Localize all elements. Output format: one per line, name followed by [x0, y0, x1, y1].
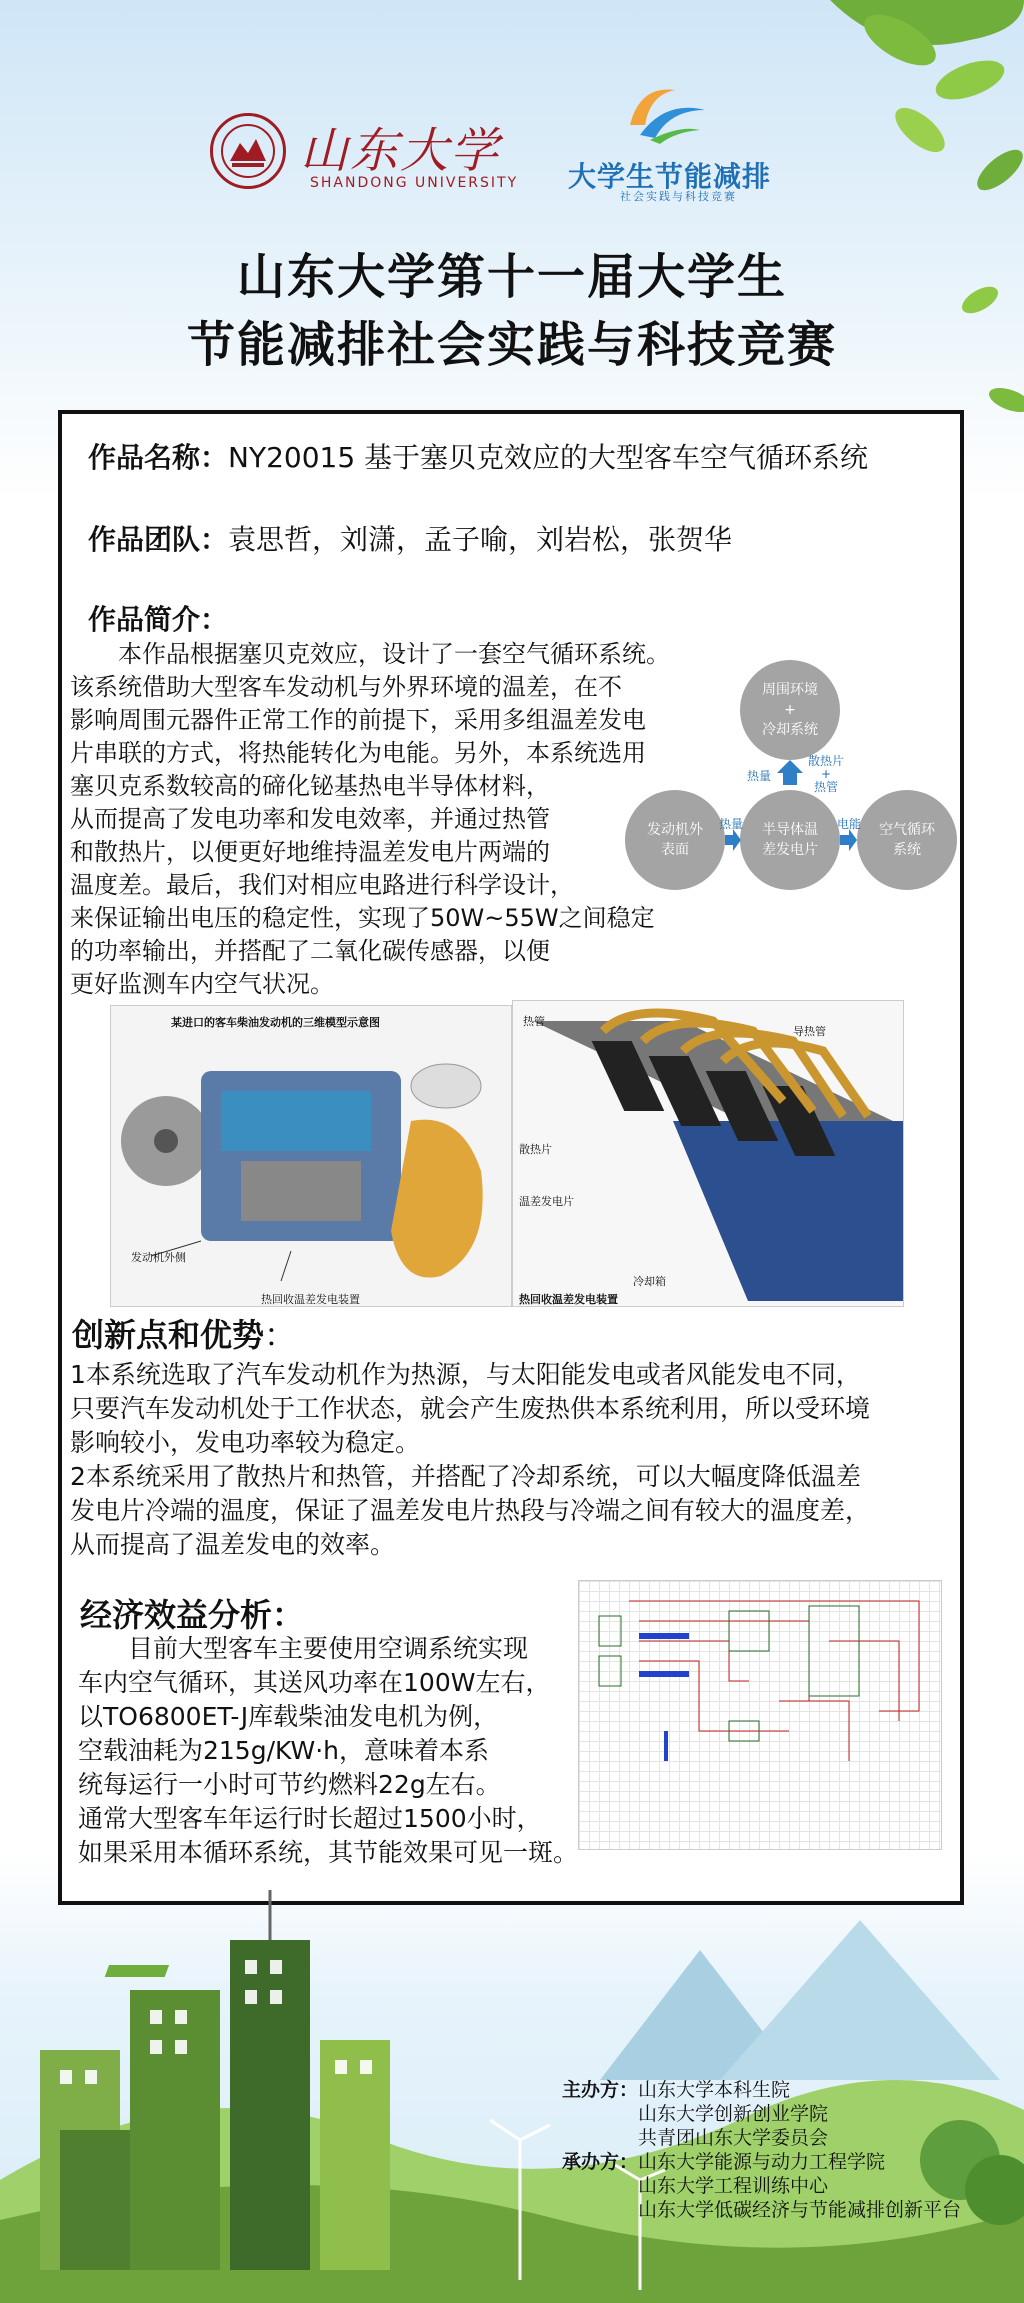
economy-line: 通常大型客车年运行时长超过1500小时， [78, 1804, 542, 1833]
arrow-label-fin: 散热片 + 热管 [808, 754, 845, 794]
economy-line: 车内空气循环，其送风功率在100W左右， [78, 1668, 551, 1697]
organizer-item: 山东大学能源与动力工程学院 [638, 2151, 886, 2173]
economy-line: 目前大型客车主要使用空调系统实现 [78, 1634, 529, 1663]
engine-label-device: 热回收温差发电装置 [261, 1293, 360, 1306]
work-team-value: 袁思哲，刘潇，孟子喻，刘岩松，张贺华 [228, 523, 733, 556]
intro-line: 影响周围元器件正常工作的前提下，采用多组温差发电 [70, 706, 646, 734]
teg-label-conduct-pipe: 导热管 [793, 1025, 826, 1038]
intro-line: 来保证输出电压的稳定性，实现了50W~55W之间稳定 [70, 904, 655, 932]
diagram-node-engine: 发动机外 表面 [625, 790, 725, 890]
host-item: 山东大学本科生院 [638, 2079, 791, 2101]
intro-line: 温度差。最后，我们对相应电路进行科学设计， [70, 871, 574, 899]
intro-line: 和散热片，以便更好地维持温差发电片两端的 [70, 838, 550, 866]
innovation-line: 只要汽车发动机处于工作状态，就会产生废热供本系统利用，所以受环境 [70, 1394, 871, 1423]
competition-logo-text: 大学生节能减排 [568, 160, 772, 193]
arrow-label-heat-in: 热量 [719, 817, 744, 831]
competition-logo-subtitle: 社会实践与科技竞赛 [620, 190, 737, 203]
intro-line: 从而提高了发电功率和发电效率，并通过热管 [70, 805, 550, 833]
circuit-schematic-figure [578, 1580, 942, 1850]
intro-line: 更好监测车内空气状况。 [70, 970, 334, 998]
energy-flow-diagram [625, 655, 960, 895]
organizer-label: 承办方： [562, 2151, 639, 2173]
intro-line: 片串联的方式，将热能转化为电能。另外，本系统选用 [70, 739, 646, 767]
teg-device-figure [512, 1000, 904, 1307]
economy-line: 统每运行一小时可节约燃料22g左右。 [78, 1770, 501, 1799]
work-name-label: 作品名称： [88, 441, 229, 474]
innovation-heading: 创新点和优势： [72, 1316, 297, 1354]
engine-label-outer: 发动机外侧 [131, 1251, 186, 1264]
economy-line: 空载油耗为215g/KW·h，意味着本系 [78, 1736, 490, 1765]
organizer-item: 山东大学低碳经济与节能减排创新平台 [638, 2199, 962, 2221]
engine-model-figure [110, 1005, 512, 1307]
arrow-label-power: 电能 [837, 817, 862, 831]
host-item: 山东大学创新创业学院 [638, 2103, 829, 2125]
economy-line: 以TO6800ET-J库载柴油发电机为例， [78, 1702, 499, 1731]
teg-label-fin: 散热片 [519, 1143, 552, 1156]
teg-label-heatpipe: 热管 [523, 1015, 545, 1028]
university-name-cn: 山东大学 [300, 123, 501, 179]
teg-label-teg: 温差发电片 [519, 1195, 574, 1208]
work-team-label: 作品团队： [88, 523, 229, 556]
work-intro-label: 作品简介： [88, 603, 229, 636]
innovation-line: 1本系统选取了汽车发动机作为热源，与太阳能发电或者风能发电不同， [70, 1360, 861, 1389]
intro-line: 的功率输出，并搭配了二氧化碳传感器，以便 [70, 937, 550, 965]
economy-text [78, 1632, 598, 1870]
diagram-arrows [625, 655, 960, 895]
teg-device-illustration [513, 1001, 903, 1306]
shandong-university-seal-icon [210, 113, 286, 189]
diagram-node-environment: 周围环境 + 冷却系统 [740, 660, 840, 760]
teg-figure-caption: 热回收温差发电装置 [519, 1293, 618, 1306]
work-name-row [88, 436, 868, 476]
competition-logo-icon [620, 80, 710, 150]
innovation-line: 2本系统采用了散热片和热管，并搭配了冷却系统，可以大幅度降低温差 [70, 1462, 861, 1491]
sponsors-block [562, 2078, 1022, 2222]
economy-line: 如果采用本循环系统，其节能效果可见一斑。 [78, 1838, 579, 1867]
host-item: 共青团山东大学委员会 [638, 2127, 829, 2149]
work-name-value: NY20015 基于塞贝克效应的大型客车空气循环系统 [228, 441, 869, 474]
diagram-node-teg: 半导体温 差发电片 [740, 790, 840, 890]
innovation-line: 发电片冷端的温度，保证了温差发电片热段与冷端之间有较大的温度差， [70, 1496, 871, 1525]
teg-label-cold-box: 冷却箱 [633, 1275, 666, 1288]
engine-figure-title: 某进口的客车柴油发动机的三维模型示意图 [171, 1016, 380, 1029]
innovation-line: 从而提高了温差发电的效率。 [70, 1530, 396, 1559]
innovation-line: 影响较小，发电功率较为稳定。 [70, 1428, 421, 1457]
intro-line: 该系统借助大型客车发动机与外界环境的温差，在不 [70, 673, 622, 701]
host-label: 主办方： [562, 2079, 639, 2101]
organizer-item: 山东大学工程训练中心 [638, 2175, 829, 2197]
university-name-en: SHANDONG UNIVERSITY [310, 175, 519, 191]
poster-title-line2: 节能减排社会实践与科技竞赛 [186, 317, 837, 373]
arrow-label-heat-up: 热量 [747, 769, 772, 783]
poster-title-line1: 山东大学第十一届大学生 [236, 249, 787, 305]
diagram-node-air-system: 空气循环 系统 [857, 790, 957, 890]
intro-line: 本作品根据塞贝克效应，设计了一套空气循环系统。 [70, 640, 670, 668]
innovation-text [70, 1358, 950, 1562]
circuit-schematic-illustration [579, 1581, 941, 1849]
economy-heading: 经济效益分析： [80, 1596, 305, 1634]
intro-line: 塞贝克系数较高的碲化铋基热电半导体材料， [70, 772, 550, 800]
work-team-row [88, 518, 732, 558]
